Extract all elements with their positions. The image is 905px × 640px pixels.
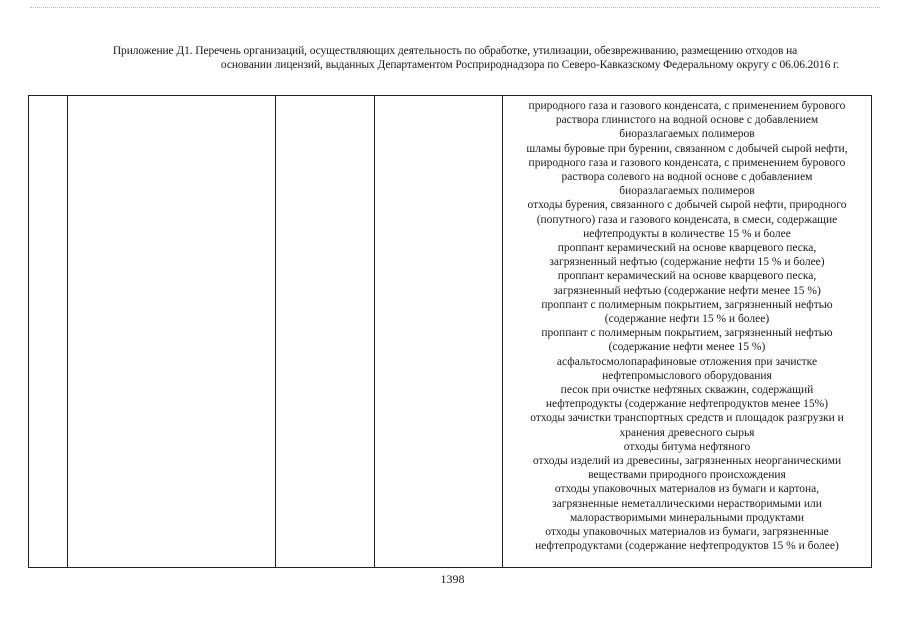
cell-waste-types (503, 96, 872, 568)
waste-line: отходы упаковочных материалов из бумаги, загрязненные (545, 526, 829, 539)
waste-line: загрязненный нефтью (содержание нефти 15 % и более) (549, 256, 825, 269)
cell-activity (375, 96, 503, 568)
waste-line: отходы зачистки транспортных средств и площадок разгрузки и (530, 412, 844, 425)
waste-line: (попутного) газа и газового конденсата, в смеси, содержащие (536, 213, 838, 226)
table-row (29, 96, 872, 568)
waste-line: отходы изделий из древесины, загрязненных неорганическими (532, 455, 842, 468)
page-number: 1398 (440, 572, 465, 586)
waste-line: нефтепродукты в количестве 15 % и более (583, 227, 791, 240)
appendix-header (40, 44, 870, 72)
waste-line: природного газа и газового конденсата, с применением бурового (528, 100, 846, 112)
waste-line: нефтепродуктами (содержание нефтепродуктов 15 % и более) (535, 540, 839, 553)
waste-list (503, 96, 871, 554)
waste-line: биоразлагаемых полимеров (619, 185, 755, 198)
waste-line: природного газа и газового конденсата, с применением бурового (528, 156, 846, 169)
waste-line: раствора солевого на водной основе с добавлением (561, 171, 813, 184)
waste-line: отходы упаковочных материалов из бумаги и картона, (554, 483, 820, 496)
scan-top-edge (30, 7, 880, 8)
waste-line: песок при очистке нефтяных скважин, содержащий (560, 384, 814, 397)
licenses-table (28, 95, 872, 568)
waste-line: (содержание нефти 15 % и более) (604, 313, 770, 326)
waste-line: хранения древесного сырья (619, 426, 755, 439)
waste-line: проппант керамический на основе кварцевого песка, (557, 270, 817, 283)
waste-line: загрязненный нефтью (содержание нефти менее 15 %) (553, 284, 821, 297)
waste-line: нефтепродукты (содержание нефтепродуктов менее 15%) (545, 398, 829, 411)
waste-line: малорастворимыми минеральными продуктами (569, 511, 805, 524)
header-line-1: Приложение Д1. Перечень организаций, осуществляющих деятельность по обработке, утилизации, обезвреживанию, размещению отходов на (112, 45, 798, 57)
waste-line: веществами природного происхождения (588, 469, 786, 482)
cell-number (29, 96, 68, 568)
waste-line: проппант керамический на основе кварцевого песка, (557, 242, 817, 255)
header-line-2: основании лицензий, выданных Департаментом Росприроднадзора по Северо-Кавказскому Федеральному округу с 06.06.2016 г. (220, 59, 840, 71)
waste-line: загрязненные неметаллическими нерастворимыми или (552, 497, 822, 510)
cell-organization (68, 96, 276, 568)
waste-line: шламы буровые при бурении, связанном с добычей сырой нефти, (526, 142, 848, 155)
waste-line: биоразлагаемых полимеров (619, 128, 755, 141)
waste-line: проппант с полимерным покрытием, загрязненный нефтью (541, 298, 833, 311)
waste-line: раствора глинистого на водной основе с добавлением (555, 114, 819, 127)
waste-line: нефтепромыслового оборудования (602, 369, 772, 382)
waste-line: отходы бурения, связанного с добычей сырой нефти, природного (527, 199, 847, 212)
waste-line: асфальтосмолопарафиновые отложения при зачистке (556, 355, 818, 368)
waste-line: проппант с полимерным покрытием, загрязненный нефтью (541, 327, 833, 340)
waste-line: отходы битума нефтяного (623, 440, 751, 453)
waste-line: (содержание нефти менее 15 %) (608, 341, 766, 354)
cell-license (276, 96, 375, 568)
